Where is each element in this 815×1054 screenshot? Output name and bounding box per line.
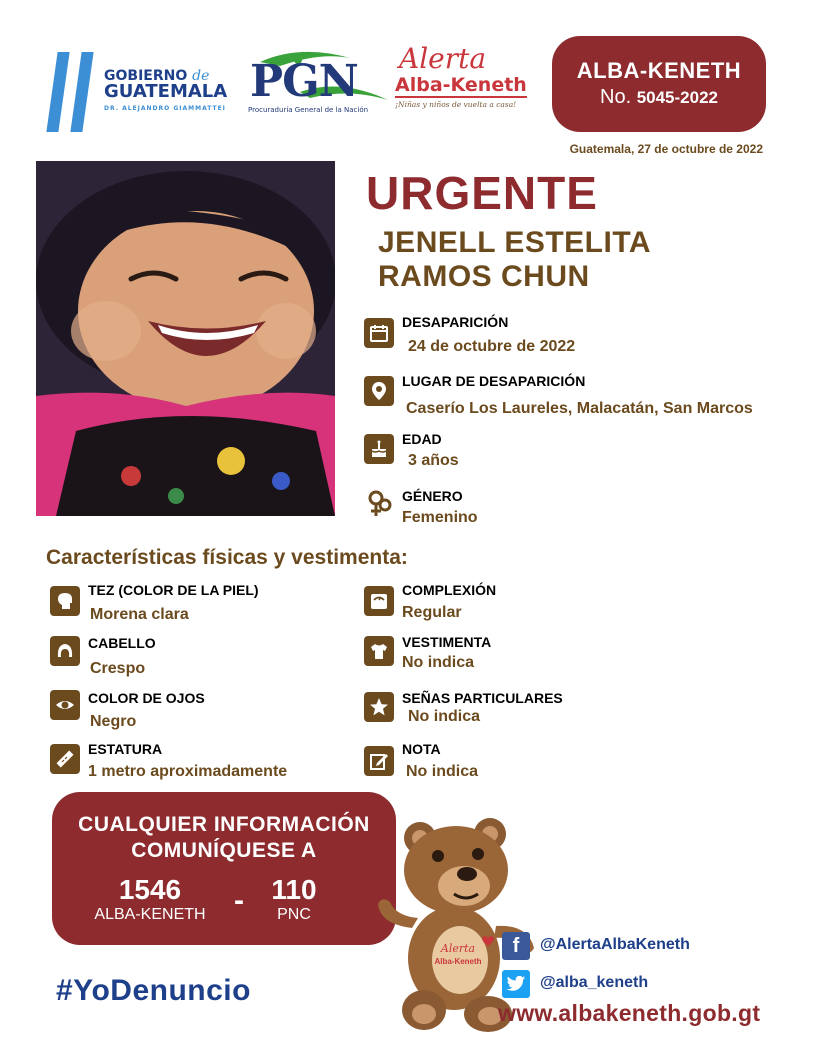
website-link[interactable]: www.albakeneth.gob.gt [498,1000,761,1026]
child-name-line1: JENELL ESTELITA [378,226,652,259]
note-edit-icon [364,746,394,776]
hair-value: Crespo [90,660,146,677]
facebook-handle[interactable]: @AlertaAlbaKeneth [540,936,690,953]
phone-alba-keneth[interactable]: 1546 [118,874,182,905]
age-label: EDAD [402,431,442,447]
head-profile-icon [50,586,80,616]
facebook-icon[interactable]: f [502,932,530,960]
clothing-value: No indica [402,654,475,671]
mascot-badge-line1: Alerta [440,942,476,955]
contact-line1: CUALQUIER INFORMACIÓN [78,813,370,836]
phone-separator: - [234,884,244,917]
phone-pnc-label: PNC [277,906,311,923]
height-label: ESTATURA [88,741,163,757]
shirt-icon [364,636,394,666]
age-value: 3 años [408,452,459,469]
missing-child-photo [36,161,335,516]
case-prefix: No. [600,86,632,108]
note-label: NOTA [402,741,441,757]
gobierno-logo [104,68,234,117]
gobierno-line1: GOBIERNO [104,68,188,84]
case-title: ALBA-KENETH [576,58,742,83]
alerta-tagline: ¡Niñas y niños de vuelta a casa! [395,100,517,109]
pgn-letters: PGN [250,56,358,107]
eye-color-value: Negro [90,713,137,730]
pgn-logo [240,48,390,118]
twitter-handle[interactable]: @alba_keneth [540,974,649,991]
alerta-word: Alerta [399,42,487,75]
build-label: COMPLEXIÓN [402,582,497,598]
gender-icon [364,488,394,518]
disappearance-place-value: Caserío Los Laureles, Malacatán, San Marcos [406,400,753,417]
hashtag: #YoDenuncio [56,974,251,1007]
contact-info-box [52,792,396,945]
case-number-line [552,86,766,109]
alerta-logo [395,44,535,109]
location-pin-icon [364,376,394,406]
gobierno-logo-bars [50,52,96,132]
hair-label: CABELLO [88,635,156,651]
ruler-icon [50,744,80,774]
calendar-icon [364,318,394,348]
clothing-label: VESTIMENTA [402,634,492,650]
distinguishing-marks-value: No indica [408,708,481,725]
skin-tone-label: TEZ (COLOR DE LA PIEL) [88,582,259,598]
child-portrait-image [36,161,335,516]
publication-date: Guatemala, 27 de octubre de 2022 [569,142,763,156]
alerta-name: Alba-Keneth [395,74,527,96]
distinguishing-marks-label: SEÑAS PARTICULARES [402,690,563,706]
disappearance-date-value: 24 de octubre de 2022 [408,338,576,355]
star-icon [364,692,394,722]
mascot-badge-line2: Alba-Keneth [434,957,482,966]
hair-icon [50,636,80,666]
case-number-badge [552,36,766,132]
build-value: Regular [402,604,462,621]
note-value: No indica [406,763,479,780]
twitter-icon[interactable] [502,970,530,998]
physical-section-title: Características físicas y vestimenta: [46,546,408,569]
eye-icon [50,690,80,720]
pgn-subtitle: Procuraduría General de la Nación [248,106,369,114]
gobierno-de: de [192,68,210,84]
eye-color-label: COLOR DE OJOS [88,690,205,706]
birthday-cake-icon [364,434,394,464]
contact-heading [52,812,396,864]
disappearance-place-label: LUGAR DE DESAPARICIÓN [402,373,586,389]
gobierno-president: DR. ALEJANDRO GIAMMATTEI [104,105,226,112]
scale-icon [364,586,394,616]
child-name [378,226,651,294]
gender-value: Femenino [402,509,478,526]
phone-alba-keneth-label: ALBA-KENETH [94,906,206,923]
height-value: 1 metro aproximadamente [88,763,288,780]
disappearance-date-label: DESAPARICIÓN [402,314,509,330]
gobierno-line2: GUATEMALA [104,81,228,102]
case-number: 5045-2022 [636,88,718,107]
skin-tone-value: Morena clara [90,606,189,623]
child-name-line2: RAMOS CHUN [378,260,590,293]
contact-line2: COMUNÍQUESE A [131,839,317,862]
phone-pnc[interactable]: 110 [271,874,317,905]
gender-label: GÉNERO [402,488,463,504]
urgent-heading: URGENTE [366,167,598,219]
